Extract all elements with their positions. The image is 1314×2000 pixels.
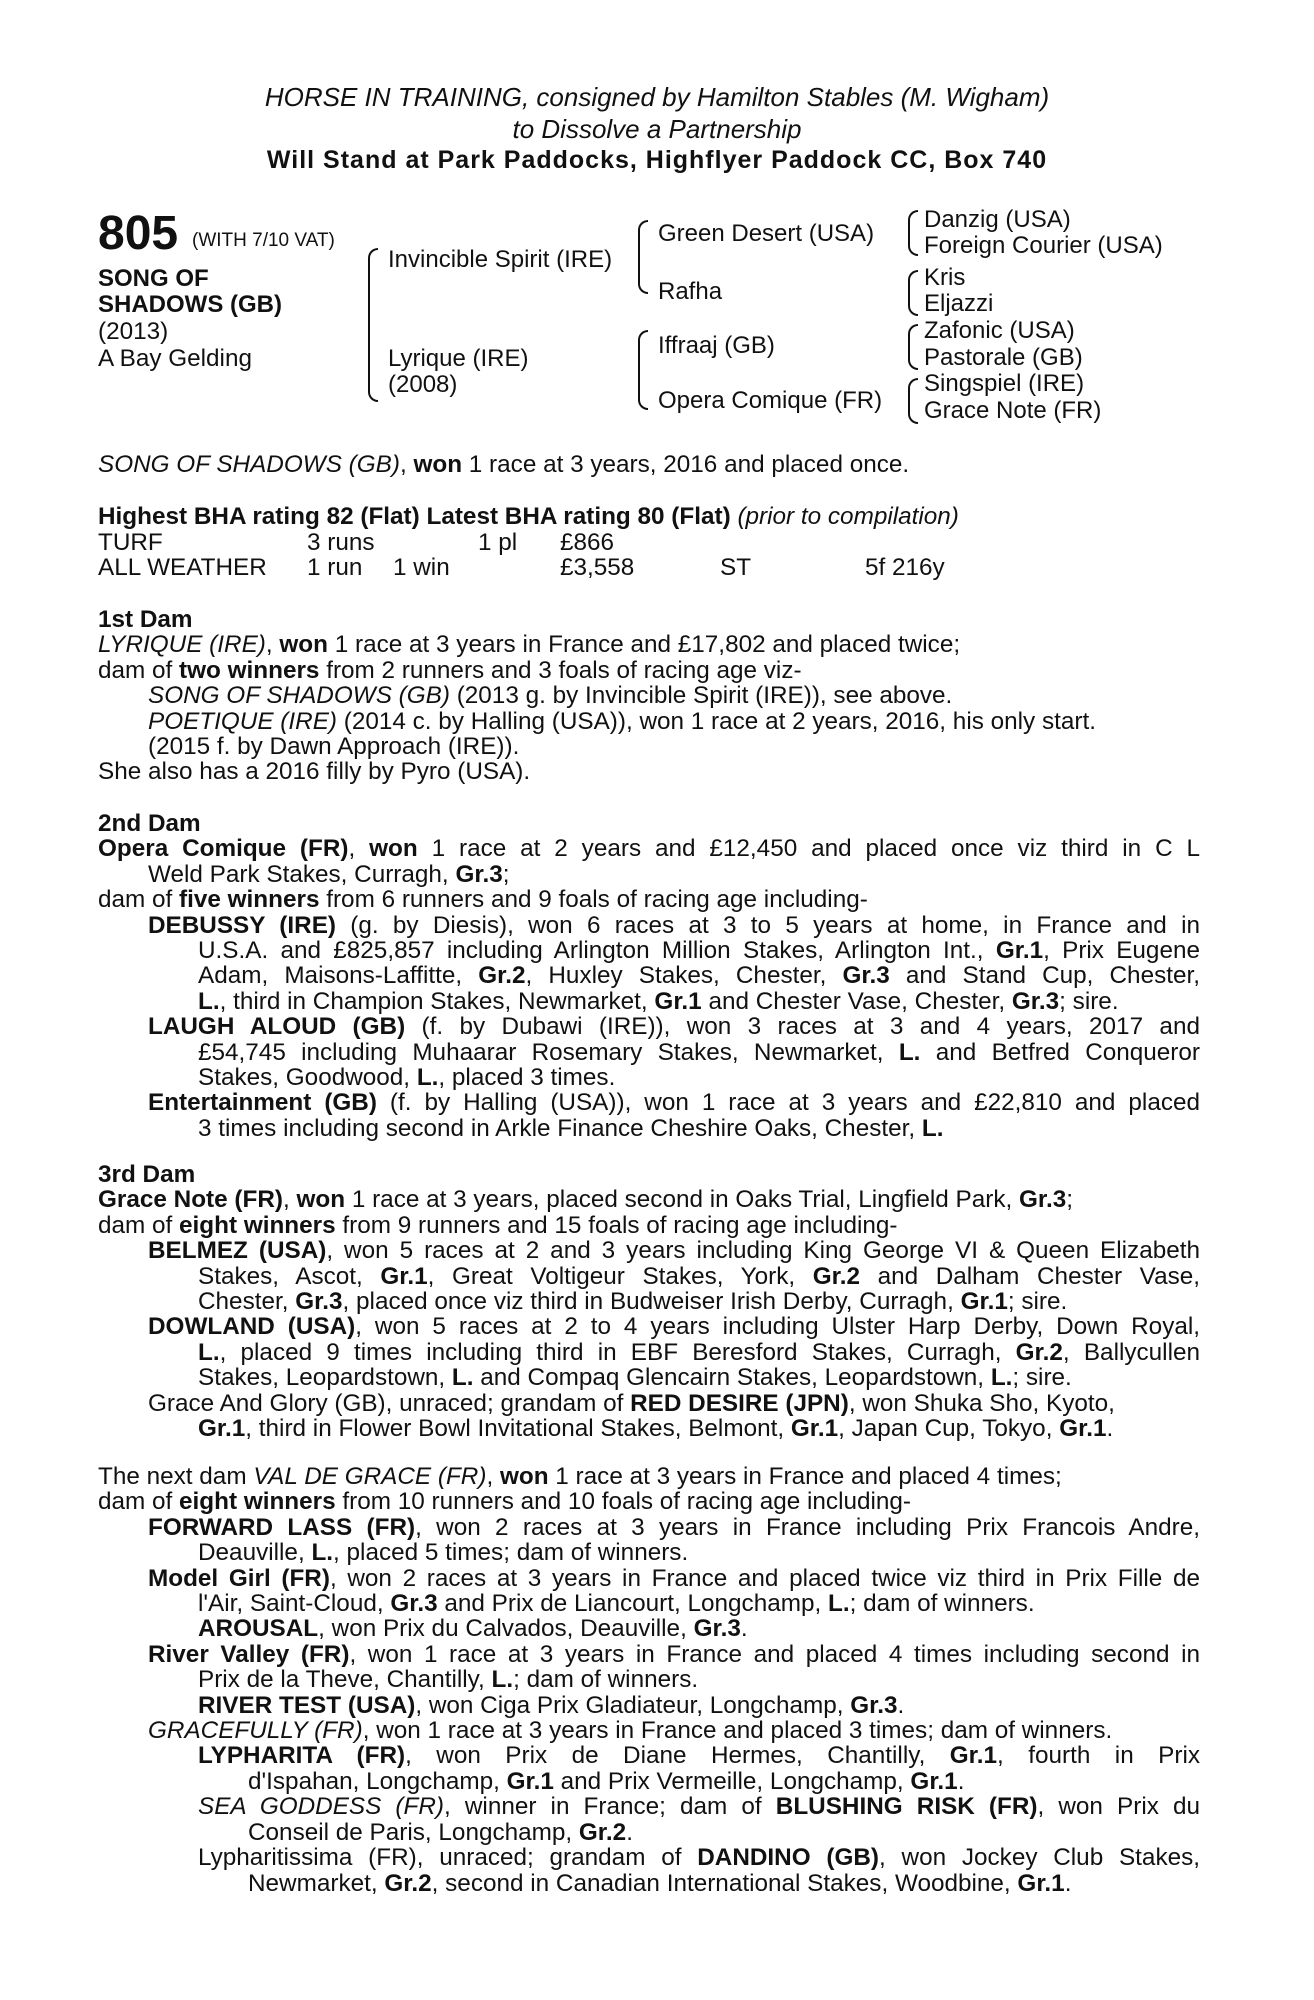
- turf-places: 1 pl: [478, 529, 518, 556]
- second-dam-line: dam of five winners from 6 runners and 9 foals of racing age including-: [98, 886, 868, 914]
- next-dam-line: GRACEFULLY (FR), won 1 race at 3 years in France and placed 3 times; dam of winners.: [148, 1717, 1113, 1745]
- next-dam-line: Prix de la Theve, Chantilly, L.; dam of winners.: [198, 1666, 699, 1694]
- third-dam-line: Grace Note (FR), won 1 race at 3 years, placed second in Oaks Trial, Lingfield Park, Gr.3;: [98, 1186, 1074, 1214]
- second-dam-line: DEBUSSY (IRE) (g. by Diesis), won 6 races at 3 to 5 years at home, in France and in: [148, 911, 1200, 939]
- next-dam-line: dam of eight winners from 10 runners and 10 foals of racing age including-: [98, 1488, 912, 1516]
- pedigree-sire-dam: Rafha: [658, 278, 723, 305]
- next-dam-line: l'Air, Saint-Cloud, Gr.3 and Prix de Liancourt, Longchamp, L.; dam of winners.: [198, 1590, 1035, 1618]
- pedigree-sss: Danzig (USA): [924, 206, 1071, 233]
- pedigree-dam-dam: Opera Comique (FR): [658, 387, 883, 414]
- second-dam-section: [98, 811, 1200, 1141]
- ratings-line: Highest BHA rating 82 (Flat) Latest BHA rating 80 (Flat) (prior to compilation): [98, 503, 959, 530]
- pedigree-sire-sire: Green Desert (USA): [658, 220, 875, 247]
- lot-number: 805: [98, 207, 179, 260]
- next-dam-line: d'Ispahan, Longchamp, Gr.1 and Prix Vermeille, Longchamp, Gr.1.: [248, 1767, 965, 1795]
- third-dam-line: Grace And Glory (GB), unraced; grandam of RED DESIRE (JPN), won Shuka Sho, Kyoto,: [148, 1389, 1115, 1417]
- pedigree-dam-year: (2008): [388, 371, 458, 398]
- second-dam-line: Stakes, Goodwood, L., placed 3 times.: [198, 1064, 616, 1092]
- next-dam-line: SEA GODDESS (FR), winner in France; dam of BLUSHING RISK (FR), won Prix du: [198, 1793, 1201, 1821]
- third-dam-section: [98, 1162, 1200, 1441]
- third-dam-line: Gr.1, third in Flower Bowl Invitational Stakes, Belmont, Gr.1, Japan Cup, Tokyo, Gr.1.: [198, 1415, 1114, 1443]
- next-dam-line: Conseil de Paris, Longchamp, Gr.2.: [248, 1818, 633, 1846]
- second-dam-line: Opera Comique (FR), won 1 race at 2 years and £12,450 and placed once viz third in C L: [98, 835, 1201, 863]
- next-dam-line: Lypharitissima (FR), unraced; grandam of DANDINO (GB), won Jockey Club Stakes,: [198, 1844, 1201, 1872]
- brace-g2: [908, 270, 918, 316]
- third-dam-line: L., placed 9 times including third in EBF Beresford Stakes, Curragh, Gr.2, Ballycullen: [198, 1338, 1200, 1366]
- second-dam-line: U.S.A. and £825,857 including Arlington Million Stakes, Arlington Int., Gr.1, Prix Eugene: [198, 937, 1200, 965]
- first-dam-section: [98, 607, 1200, 785]
- pedigree-dam: Lyrique (IRE): [388, 345, 529, 372]
- first-dam-line: (2015 f. by Dawn Approach (IRE)).: [148, 733, 520, 761]
- dam-parents-brace: [638, 330, 648, 410]
- first-dam-line: POETIQUE (IRE) (2014 c. by Halling (USA)), won 1 race at 2 years, 2016, his only start.: [148, 707, 1096, 735]
- second-dam-line: Adam, Maisons-Laffitte, Gr.2, Huxley Stakes, Chester, Gr.3 and Stand Cup, Chester,: [198, 962, 1200, 990]
- next-dam-line: Model Girl (FR), won 2 races at 3 years in France and placed twice viz third in Prix Fille de: [148, 1564, 1200, 1592]
- first-dam-line: LYRIQUE (IRE), won 1 race at 3 years in France and £17,802 and placed twice;: [98, 631, 961, 659]
- next-dam-line: FORWARD LASS (FR), won 2 races at 3 years in France including Prix Francois Andre,: [148, 1513, 1201, 1541]
- third-dam-line: Stakes, Leopardstown, L. and Compaq Glencairn Stakes, Leopardstown, L.; sire.: [198, 1364, 1072, 1392]
- pedigree-sds: Kris: [924, 264, 966, 291]
- aw-wins: 1 win: [393, 554, 450, 581]
- next-dam-line: River Valley (FR), won 1 race at 3 years in France and placed 4 times including second in: [148, 1640, 1200, 1668]
- turf-prize: £866: [560, 529, 615, 556]
- horse-name-2: SHADOWS (GB): [98, 291, 282, 318]
- header-line-3: Will Stand at Park Paddocks, Highflyer Paddock CC, Box 740: [266, 146, 1048, 174]
- brace-g1: [908, 210, 918, 256]
- third-dam-line: BELMEZ (USA), won 5 races at 2 and 3 years including King George VI & Queen Elizabeth: [148, 1237, 1200, 1265]
- second-dam-line: £54,745 including Muhaarar Rosemary Stakes, Newmarket, L. and Betfred Conqueror: [198, 1038, 1200, 1066]
- first-dam-line: SONG OF SHADOWS (GB) (2013 g. by Invincible Spirit (IRE)), see above.: [148, 682, 953, 710]
- second-dam-line: Weld Park Stakes, Curragh, Gr.3;: [148, 860, 510, 888]
- aw-runs: 1 run: [307, 554, 363, 581]
- pedigree-sdd: Eljazzi: [924, 290, 994, 317]
- next-dam-line: Newmarket, Gr.2, second in Canadian International Stakes, Woodbine, Gr.1.: [248, 1869, 1072, 1897]
- turf-runs: 3 runs: [307, 529, 375, 556]
- race-summary: SONG OF SHADOWS (GB), won 1 race at 3 years, 2016 and placed once.: [98, 451, 910, 478]
- next-dam-line: LYPHARITA (FR), won Prix de Diane Hermes, Chantilly, Gr.1, fourth in Prix: [198, 1742, 1200, 1770]
- pedigree-ddd: Grace Note (FR): [924, 397, 1102, 424]
- horse-name-1: SONG OF: [98, 265, 209, 292]
- sire-dam-brace: [368, 248, 378, 402]
- horse-description: A Bay Gelding: [98, 345, 252, 372]
- first-dam-heading: 1st Dam: [98, 606, 193, 633]
- header-line-1: HORSE IN TRAINING, consigned by Hamilton Stables (M. Wigham): [264, 82, 1050, 112]
- pedigree-dds: Singspiel (IRE): [924, 370, 1085, 397]
- horse-year: (2013): [98, 318, 169, 345]
- third-dam-line: dam of eight winners from 9 runners and 15 foals of racing age including-: [98, 1211, 898, 1239]
- aw-surface: ST: [720, 554, 752, 581]
- pedigree-ssd: Foreign Courier (USA): [924, 232, 1163, 259]
- brace-g4: [908, 378, 918, 424]
- aw-distance: 5f 216y: [865, 554, 945, 581]
- third-dam-heading: 3rd Dam: [98, 1161, 196, 1188]
- next-dam-line: AROUSAL, won Prix du Calvados, Deauville, Gr.3.: [198, 1615, 748, 1643]
- third-dam-line: Stakes, Ascot, Gr.1, Great Voltigeur Stakes, York, Gr.2 and Dalham Chester Vase,: [198, 1262, 1200, 1290]
- second-dam-heading: 2nd Dam: [98, 810, 201, 837]
- first-dam-line: dam of two winners from 2 runners and 3 foals of racing age viz-: [98, 656, 802, 684]
- third-dam-line: DOWLAND (USA), won 5 races at 2 to 4 years including Ulster Harp Derby, Down Royal,: [148, 1313, 1201, 1341]
- second-dam-line: L., third in Champion Stakes, Newmarket, Gr.1 and Chester Vase, Chester, Gr.3; sire.: [198, 987, 1119, 1015]
- next-dam-line: RIVER TEST (USA), won Ciga Prix Gladiateur, Longchamp, Gr.3.: [198, 1691, 905, 1719]
- second-dam-line: LAUGH ALOUD (GB) (f. by Dubawi (IRE)), won 3 races at 3 and 4 years, 2017 and: [148, 1013, 1200, 1041]
- pedigree-sire: Invincible Spirit (IRE): [388, 246, 613, 273]
- second-dam-line: 3 times including second in Arkle Finance Cheshire Oaks, Chester, L.: [198, 1114, 944, 1142]
- next-dam-section: [98, 1464, 1200, 1896]
- header-line-2: to Dissolve a Partnership: [512, 114, 802, 144]
- next-dam-line: The next dam VAL DE GRACE (FR), won 1 race at 3 years in France and placed 4 times;: [98, 1463, 1062, 1490]
- pedigree-dam-sire: Iffraaj (GB): [658, 332, 775, 359]
- third-dam-line: Chester, Gr.3, placed once viz third in Budweiser Irish Derby, Curragh, Gr.1; sire.: [198, 1288, 1068, 1316]
- turf-label: TURF: [98, 529, 163, 556]
- lot-vat: (WITH 7/10 VAT): [192, 230, 335, 251]
- first-dam-line: She also has a 2016 filly by Pyro (USA).: [98, 758, 531, 786]
- brace-g3: [908, 324, 918, 370]
- sire-parents-brace: [638, 220, 648, 294]
- next-dam-line: Deauville, L., placed 5 times; dam of winners.: [198, 1539, 689, 1567]
- aw-label: ALL WEATHER: [98, 554, 267, 581]
- second-dam-line: Entertainment (GB) (f. by Halling (USA)), won 1 race at 3 years and £22,810 and placed: [148, 1089, 1201, 1117]
- pedigree-dsd: Pastorale (GB): [924, 344, 1083, 371]
- aw-prize: £3,558: [560, 554, 635, 581]
- pedigree-dss: Zafonic (USA): [924, 317, 1075, 344]
